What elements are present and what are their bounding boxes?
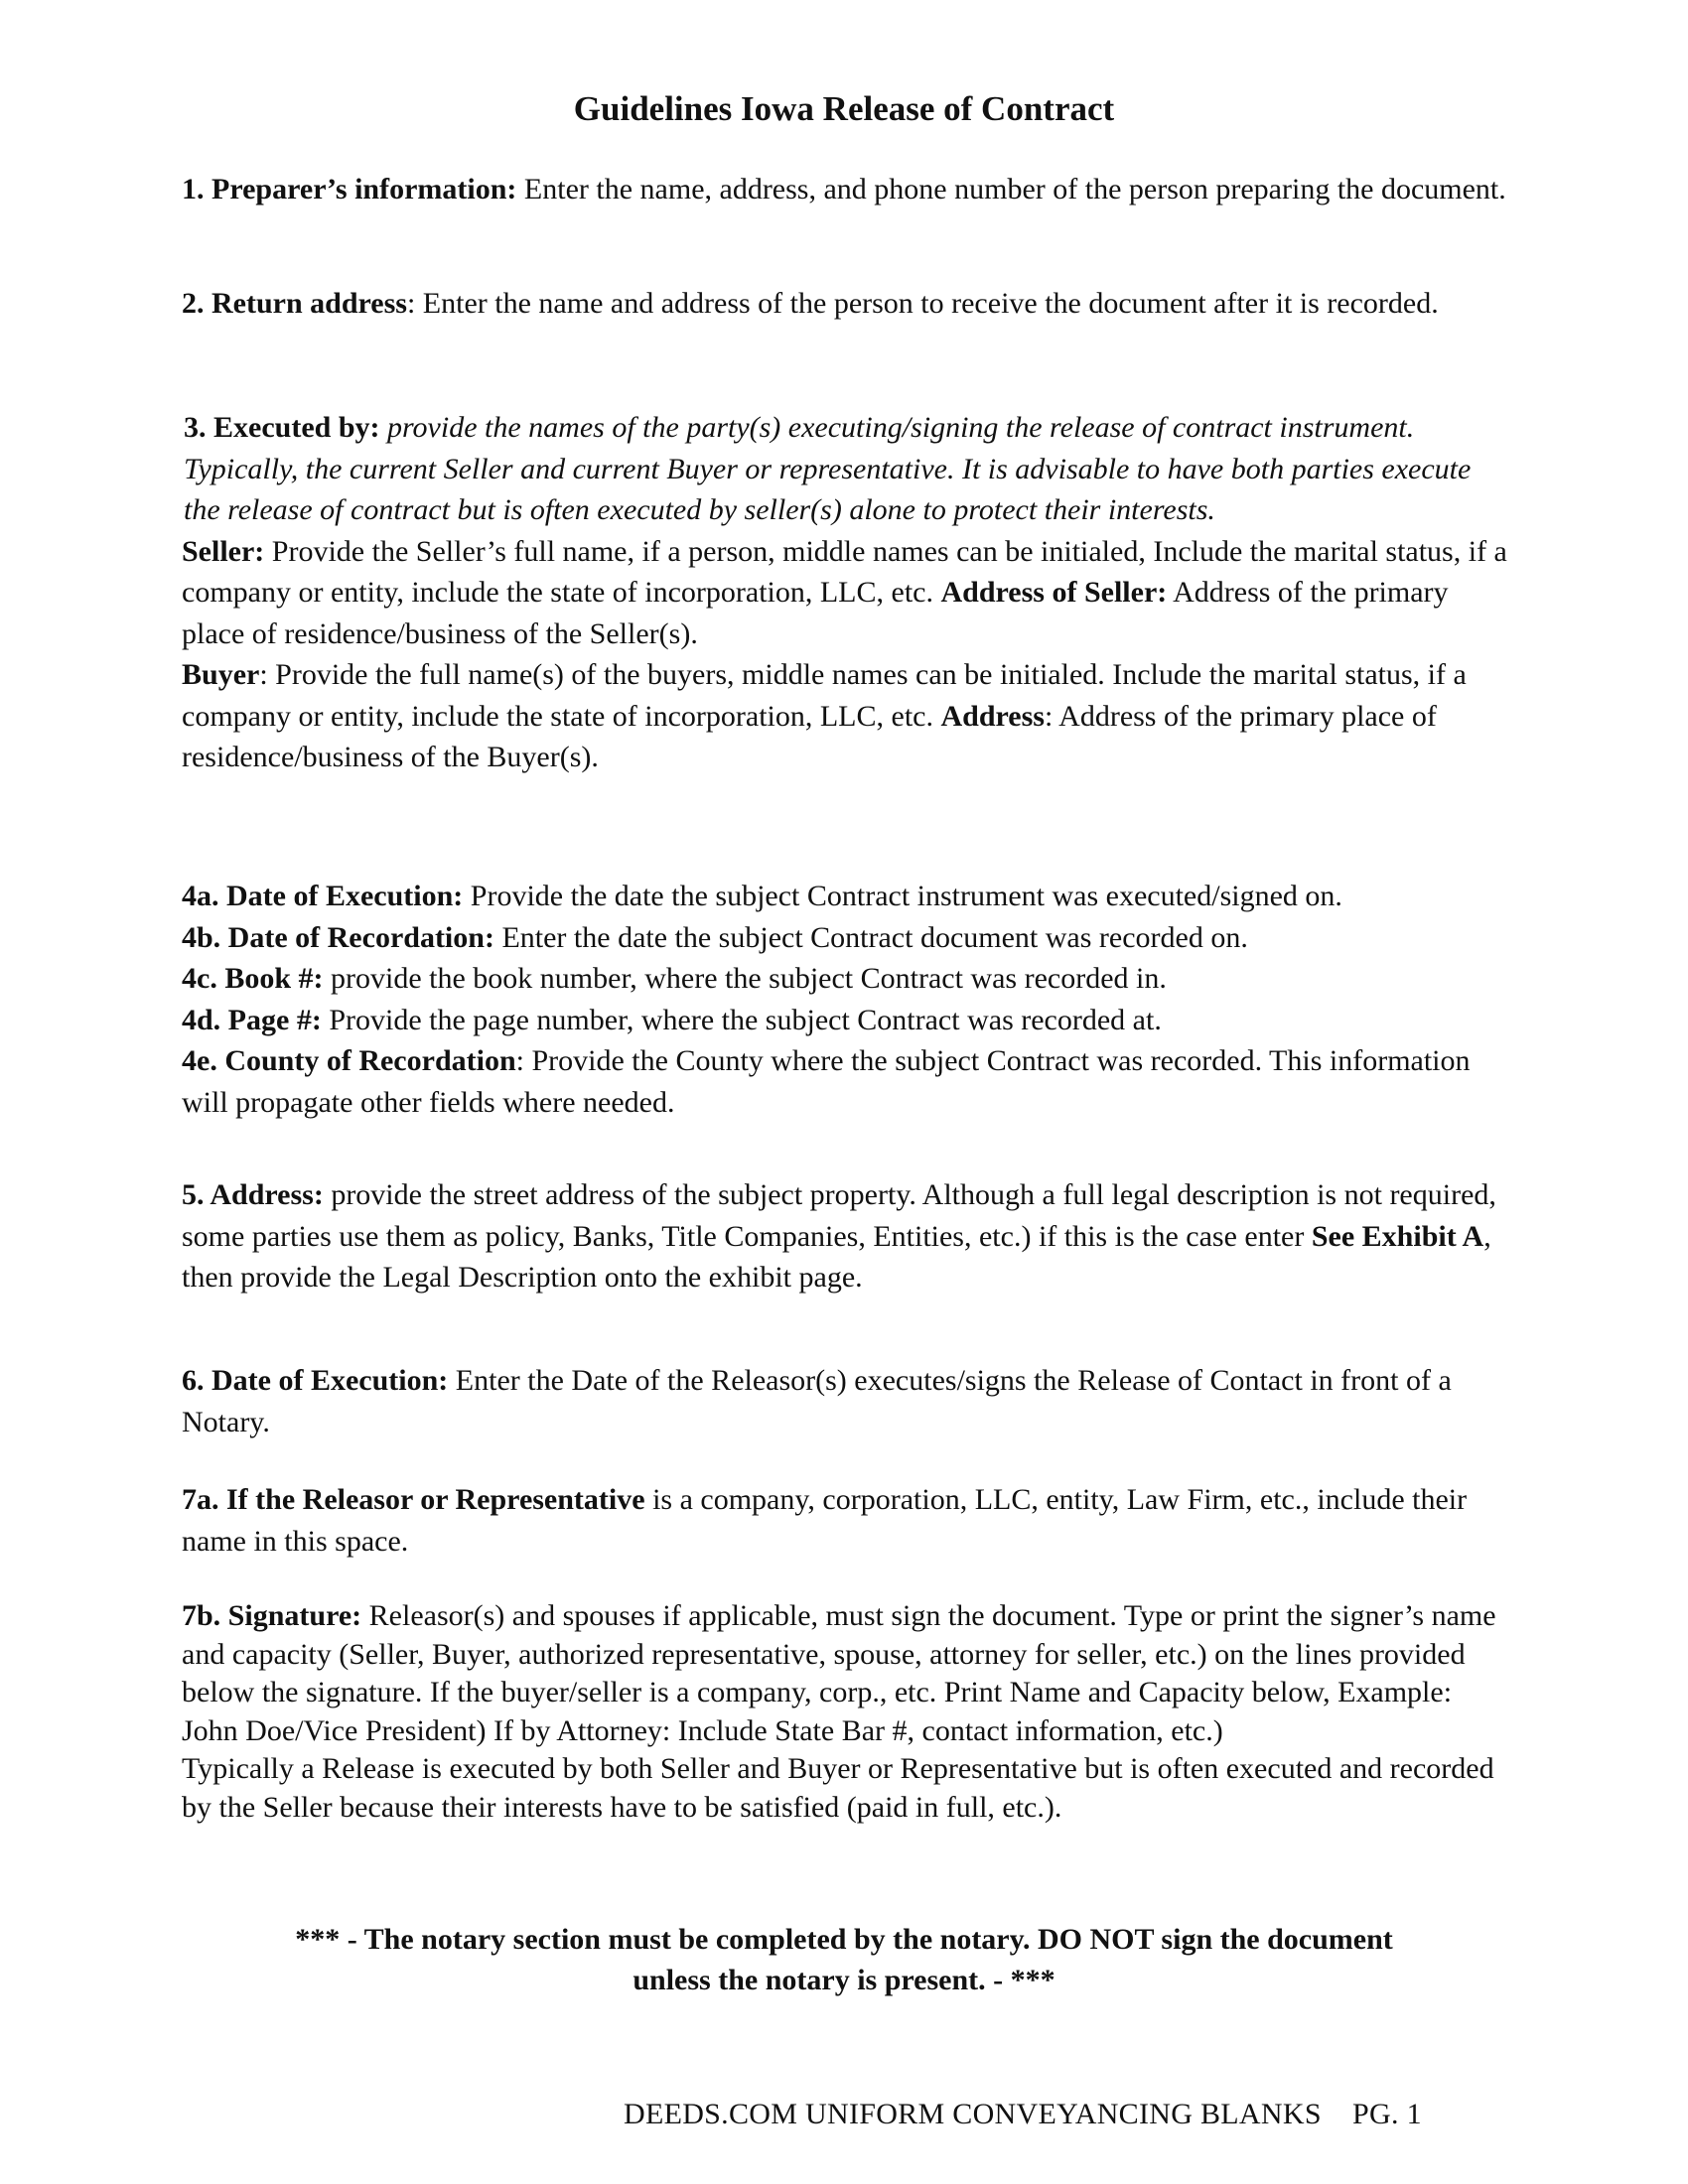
exhibit-reference: See Exhibit A bbox=[1311, 1219, 1484, 1253]
section-date-of-execution bbox=[182, 1360, 1512, 1442]
section-paragraph bbox=[182, 283, 1512, 325]
notary-notice-line1: *** - The notary section must be completed by the notary. DO NOT sign the document bbox=[295, 1923, 1393, 1956]
seller-text: Provide the Seller’s full name, if a person, middle names can be initialed, Include the marital status, if a company or entity, include the state of incorporation, LLC, etc. bbox=[182, 534, 1507, 609]
section-label: 5. Address: bbox=[182, 1178, 324, 1211]
seller-address-label: Address of Seller: bbox=[940, 576, 1168, 609]
section-text-continued: , then provide the Legal Description onto the exhibit page. bbox=[182, 1219, 1491, 1294]
section-contract-recordation bbox=[182, 876, 1512, 1123]
section-paragraph bbox=[182, 1479, 1512, 1562]
buyer-label: Buyer bbox=[182, 658, 260, 691]
section-label: 7a. If the Releasor or Representative bbox=[182, 1483, 645, 1516]
section-text: provide the street address of the subject property. Although a full legal description is not required, some parties use them as policy, Banks, Title Companies, Entities, etc.) if this is the case enter bbox=[182, 1178, 1496, 1253]
buyer-address-label: Address bbox=[940, 699, 1045, 733]
item-4e bbox=[182, 1040, 1512, 1123]
item-text: Provide the page number, where the subject Contract was recorded at. bbox=[321, 1003, 1162, 1036]
seller-label: Seller: bbox=[182, 534, 265, 568]
buyer-text: : Provide the full name(s) of the buyers, middle names can be initialed. Include the marital status, if a company or entity, include the state of incorporation, LLC, etc. bbox=[182, 658, 1467, 733]
section-text: : Enter the name and address of the person to receive the document after it is recorded. bbox=[406, 287, 1439, 320]
item-text: Enter the date the subject Contract document was recorded on. bbox=[493, 920, 1248, 954]
section-paragraph bbox=[182, 1174, 1512, 1298]
notary-notice bbox=[149, 1919, 1539, 2000]
item-4a bbox=[182, 876, 1512, 917]
item-label: 4c. Book #: bbox=[182, 962, 324, 995]
section-paragraph bbox=[182, 169, 1512, 210]
section-return-address bbox=[182, 283, 1512, 325]
notary-notice-line2: unless the notary is present. - *** bbox=[633, 1964, 1055, 1996]
section-label: 1. Preparer’s information: bbox=[182, 173, 517, 205]
section-text: Enter the Date of the Releasor(s) executes/signs the Release of Contact in front of a Notary. bbox=[182, 1364, 1452, 1438]
section-label: 3. Executed by: bbox=[184, 411, 380, 444]
section-property-address bbox=[182, 1174, 1512, 1298]
section-preparers-information bbox=[182, 169, 1512, 210]
item-text: Provide the date the subject Contract instrument was executed/signed on. bbox=[463, 880, 1342, 912]
item-label: 4d. Page #: bbox=[182, 1003, 322, 1036]
item-4c bbox=[182, 958, 1512, 1000]
section-text: Releasor(s) and spouses if applicable, must sign the document. Type or print the signer’s name and capacity (Seller, Buyer, authorized representative, spouse, attorney for seller, etc.) on the lines provided below the signature. If the buyer/seller is a company, corp., etc. Print Name and Capacity below, Example: John Doe/Vice President) If by Attorney: Include State Bar #, contact information, etc.) bbox=[182, 1599, 1496, 1747]
section-text: provide the names of the party(s) executing/signing the release of contract instrument. Typically, the current Seller and current Buyer or representative. It is advisable to have both parties execute the release of contract but is often executed by seller(s) alone to protect their interests. bbox=[184, 411, 1472, 526]
page-footer bbox=[624, 2095, 1676, 2134]
section-releasor-representative bbox=[182, 1479, 1512, 1562]
section-paragraph bbox=[184, 407, 1514, 531]
buyer-paragraph bbox=[182, 654, 1514, 778]
item-text: : Provide the County where the subject Contract was recorded. This information will propagate other fields where needed. bbox=[182, 1044, 1471, 1119]
section-text: is a company, corporation, LLC, entity, Law Firm, etc., include their name in this space. bbox=[182, 1483, 1468, 1558]
item-label: 4e. County of Recordation bbox=[182, 1044, 516, 1077]
section-paragraph bbox=[182, 1360, 1512, 1442]
seller-address-text: Address of the primary place of residence/business of the Seller(s). bbox=[182, 576, 1449, 650]
footer-text: DEEDS.COM UNIFORM CONVEYANCING BLANKS PG. 1 bbox=[624, 2098, 1422, 2130]
section-executed-by bbox=[184, 407, 1514, 778]
seller-paragraph bbox=[182, 531, 1514, 655]
section-label: 7b. Signature: bbox=[182, 1599, 362, 1632]
item-text: provide the book number, where the subject Contract was recorded in. bbox=[323, 962, 1167, 995]
section-paragraph bbox=[182, 1597, 1512, 1750]
section-label: 6. Date of Execution: bbox=[182, 1364, 449, 1397]
item-4d bbox=[182, 1000, 1512, 1041]
item-4b bbox=[182, 917, 1512, 959]
section-label: 2. Return address bbox=[182, 287, 407, 320]
item-label: 4a. Date of Execution: bbox=[182, 880, 464, 912]
item-label: 4b. Date of Recordation: bbox=[182, 920, 494, 954]
section-text: Enter the name, address, and phone number of the person preparing the document. bbox=[516, 173, 1506, 205]
buyer-address-text: : Address of the primary place of residence/business of the Buyer(s). bbox=[182, 699, 1437, 773]
section-signature bbox=[182, 1597, 1512, 1827]
document-title: Guidelines Iowa Release of Contract bbox=[573, 89, 1115, 128]
signature-note: Typically a Release is executed by both Seller and Buyer or Representative but is often executed and recorded by the Seller because their interests have to be satisfied (paid in full, etc.). bbox=[182, 1752, 1494, 1824]
